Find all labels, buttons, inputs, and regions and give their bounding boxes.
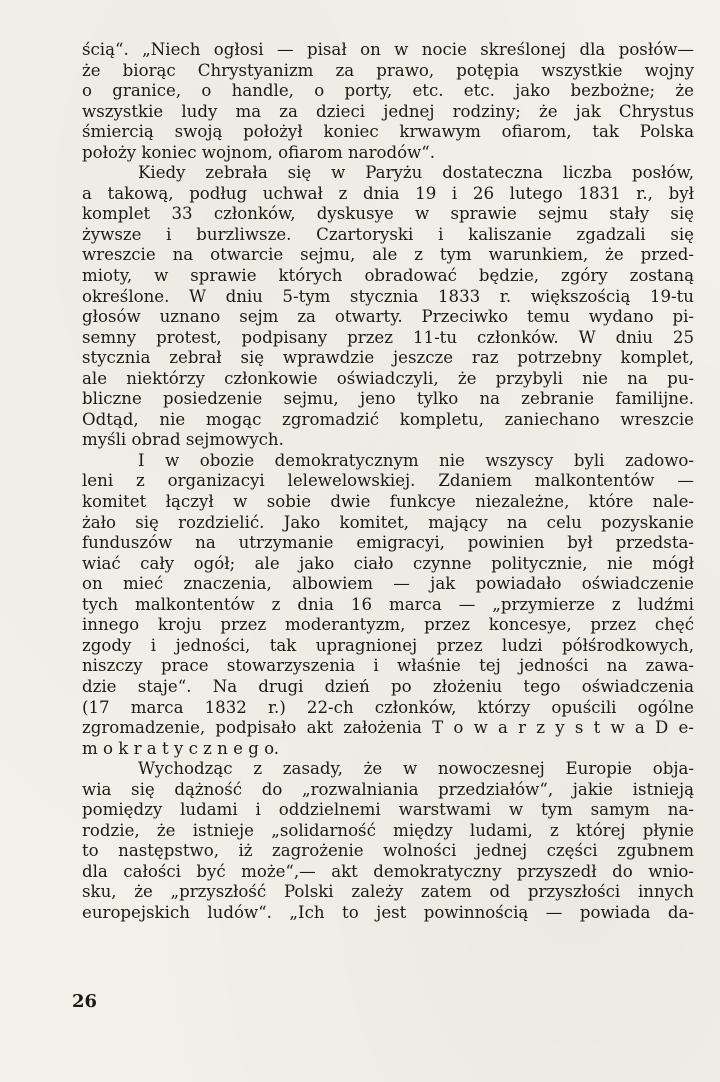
text-line: myśli obrad sejmowych.: [82, 430, 284, 450]
text-line: określone. W dniu 5-tym stycznia 1833 r. większością 19-tu: [82, 286, 694, 306]
text-line: on mieć znaczenia, albowiem — jak powiadało oświadczenie: [82, 574, 694, 594]
text-line: zgody i jedności, tak upragnionej przez ludzi półśrodkowych,: [82, 635, 694, 655]
text-line: europejskich ludów“. „Ich to jest powinnością — powiada da-: [82, 902, 694, 922]
text-line: Kiedy zebrała się w Paryżu dostateczna liczba posłów,: [138, 163, 694, 183]
text-line: Wychodząc z zasady, że w nowoczesnej Europie obja-: [138, 759, 694, 779]
text-line: I w obozie demokratycznym nie wszyscy byli zadowo-: [138, 450, 694, 470]
text-line: śmiercią swoją położył koniec krwawym ofiarom, tak Polska: [82, 122, 694, 142]
text-line: m o k r a t y c z n e g o.: [82, 738, 280, 758]
text-line: niszczy prace stowarzyszenia i właśnie tej jedności na zawa-: [82, 656, 694, 676]
text-line: położy koniec wojnom, ofiarom narodów“.: [82, 142, 436, 162]
text-line: wia się dążność do „rozwalniania przedziałów“, jakie istnieją: [82, 779, 694, 799]
text-line: tych malkontentów z dnia 16 marca — „przymierze z ludźmi: [82, 594, 694, 614]
body-text: [82, 40, 694, 924]
text-line: komplet 33 członków, dyskusye w sprawie sejmu stały się: [82, 204, 694, 224]
text-line: sku, że „przyszłość Polski zależy zatem od przyszłości innych: [82, 882, 694, 902]
text-line: Odtąd, nie mogąc zgromadzić kompletu, zaniechano wreszcie: [82, 409, 694, 429]
text-line: żywsze i burzliwsze. Czartoryski i kaliszanie zgadzali się: [82, 224, 694, 244]
text-line: mioty, w sprawie których obradować będzie, zgóry zostaną: [82, 266, 694, 286]
text-line: a takową, podług uchwał z dnia 19 i 26 lutego 1831 r., był: [82, 183, 694, 203]
text-line: pomiędzy ludami i oddzielnemi warstwami w tym samym na-: [82, 800, 694, 820]
text-line: rodzie, że istnieje „solidarność między ludami, z której płynie: [82, 820, 694, 840]
text-line: komitet łączył w sobie dwie funkcye niezależne, które nale-: [82, 492, 694, 512]
text-line: funduszów na utrzymanie emigracyi, powinien był przedsta-: [82, 533, 694, 553]
text-line: stycznia zebrał się wprawdzie jeszcze raz potrzebny komplet,: [82, 348, 694, 368]
text-line: dla całości być może“,— akt demokratyczny przyszedł do wnio-: [82, 861, 694, 881]
text-line: zgromadzenie, podpisało akt założenia T o w a r z y s t w a D e-: [82, 718, 694, 738]
text-line: bliczne posiedzenie sejmu, jeno tylko na zebranie familijne.: [82, 389, 694, 409]
text-line: wszystkie ludy ma za dzieci jednej rodziny; że jak Chrystus: [82, 101, 694, 121]
text-line: ścią“. „Niech ogłosi — pisał on w nocie skreślonej dla posłów—: [82, 40, 694, 59]
text-line: dzie staje“. Na drugi dzień po złożeniu tego oświadczenia: [82, 676, 694, 696]
text-line: to następstwo, iż zagrożenie wolności jednej części zgubnem: [82, 841, 694, 861]
text-line: leni z organizacyi lelewelowskiej. Zdaniem malkontentów —: [82, 471, 694, 491]
text-line: innego kroju przez moderantyzm, przez koncesye, przez chęć: [82, 615, 694, 635]
text-line: że biorąc Chrystyanizm za prawo, potępia wszystkie wojny: [82, 60, 694, 80]
text-line: ale niektórzy członkowie oświadczyli, że przybyli nie na pu-: [82, 368, 694, 388]
text-line: głosów uznano sejm za otwarty. Przeciwko temu wydano pi-: [82, 307, 694, 327]
text-line: o granice, o handle, o porty, etc. etc. jako bezbożne; że: [82, 81, 694, 101]
text-line: (17 marca 1832 r.) 22-ch członków, którzy opuścili ogólne: [82, 697, 694, 717]
page-number: 26: [72, 991, 98, 1012]
text-line: semny protest, podpisany przez 11-tu członków. W dniu 25: [82, 327, 694, 347]
text-line: wreszcie na otwarcie sejmu, ale z tym warunkiem, że przed-: [82, 245, 694, 265]
text-line: żało się rozdzielić. Jako komitet, mający na celu pozyskanie: [82, 512, 694, 532]
text-line: wiać cały ogół; ale jako ciało czynne politycznie, nie mógł: [82, 553, 694, 573]
